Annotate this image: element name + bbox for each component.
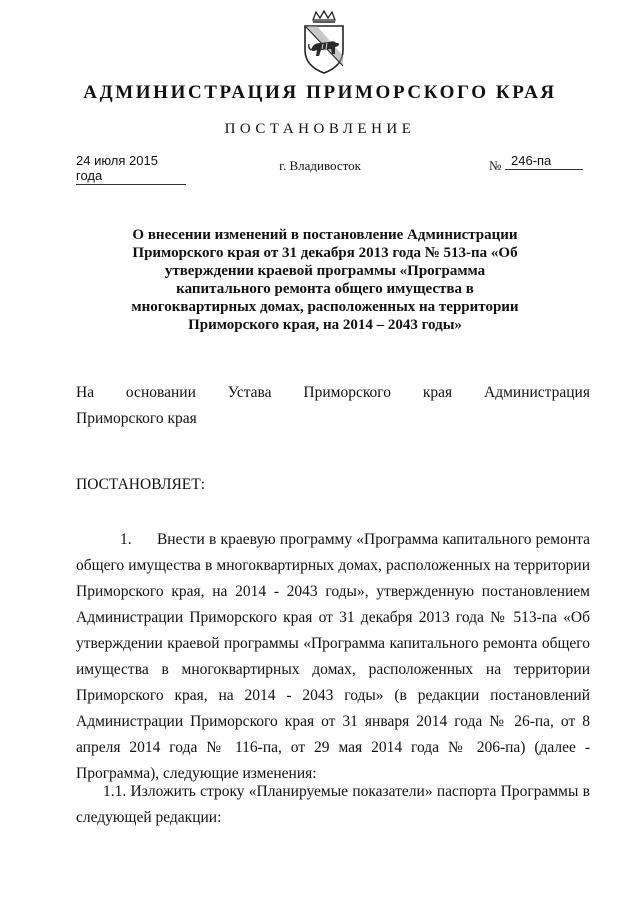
document-city: г. Владивосток (279, 158, 361, 173)
basis-line-2: Приморского края (76, 410, 197, 427)
organization-title: АДМИНИСТРАЦИЯ ПРИМОРСКОГО КРАЯ (83, 82, 557, 103)
document-type: ПОСТАНОВЛЕНИЕ (224, 121, 416, 137)
document-date: 24 июля 2015 года (76, 153, 186, 185)
document-subject: О внесении изменений в постановление Администрации Приморского края от 31 декабря 2013 года № 513-па «Об утверждении краевой программы «Программа капитального ремонта общего имущества в многоквартирных домах, расположенных на территории Приморского края, на 2014 – 2043 годы» (131, 227, 519, 333)
item-1-1-paragraph: 1.1. Изложить строку «Планируемые показатели» паспорта Программы в следующей редакции: (76, 783, 590, 826)
basis-line-1: На основании Устава Приморского края Администрация (76, 384, 590, 401)
document-number: 246-па (505, 153, 583, 170)
resolves-heading: ПОСТАНОВЛЯЕТ: (76, 476, 206, 493)
coat-of-arms-icon (299, 10, 349, 76)
item-1-paragraph: 1. Внести в краевую программу «Программа капитального ремонта общего имущества в многоквартирных домах, расположенных на территории Приморского края, на 2014 - 2043 годы», утвержденную постановлением Администрации Приморского края от 31 декабря 2013 года № 513-па «Об утверждении краевой программы «Программа капитального ремонта общего имущества в многоквартирных домах, расположенных на территории Приморского края, на 2014 - 2043 годы» (в редакции постановлений Администрации Приморского края от 31 января 2014 года № 26-па, от 8 апреля 2014 года № 116-па, от 29 мая 2014 года № 206-па) (далее - Программа), следующие изменения: (76, 531, 590, 782)
number-sign: № (489, 158, 502, 173)
